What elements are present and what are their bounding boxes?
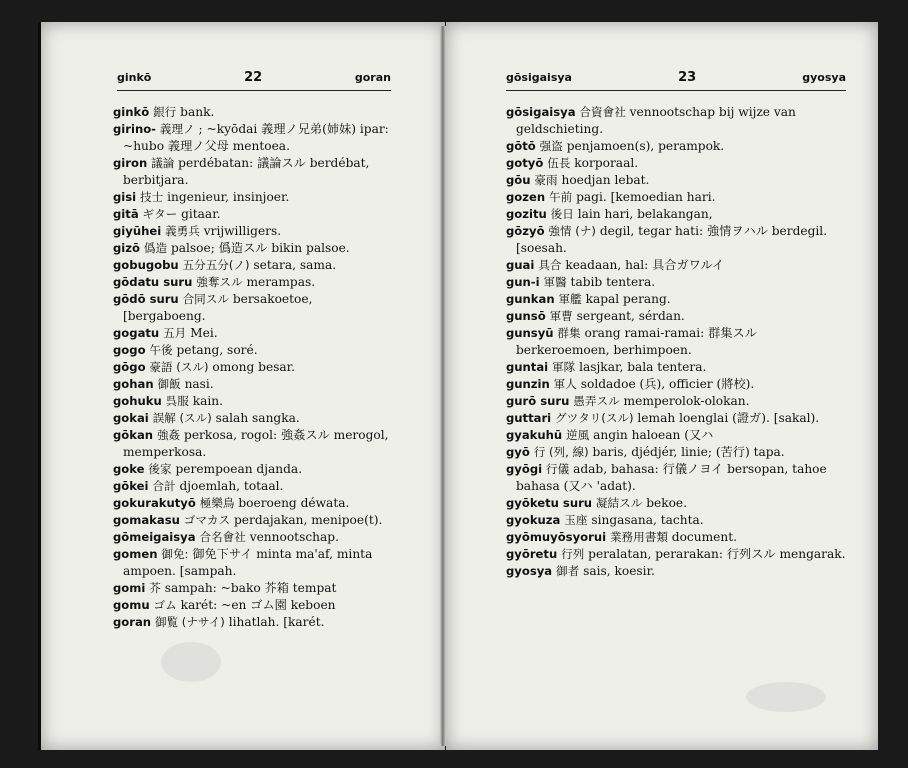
entry-headword: gogo <box>113 343 146 357</box>
entry-headword: gunsō <box>506 309 546 323</box>
entry-japanese-term: 五月 <box>163 326 187 340</box>
entry-headword: guttari <box>506 411 552 425</box>
entry-japanese-term: 豪雨 <box>534 173 558 187</box>
entry-headword: goran <box>113 615 152 629</box>
entry-japanese-term: 合同スル <box>182 292 229 306</box>
entry-definition: singasana, tachta. <box>591 513 704 527</box>
entry-definition: perkosa, rogol: 強姦スル merogol, memperkosa. <box>123 428 389 459</box>
entry-headword: gōu <box>506 173 531 187</box>
entry-headword: gobugobu <box>113 258 179 272</box>
entry-definition: adab, bahasa: 行儀ノヨイ bersopan, tahoe bahasa (又ハ 'adat). <box>516 462 827 493</box>
entry-definition: lasjkar, bala tentera. <box>579 360 707 374</box>
dictionary-entry <box>113 393 389 410</box>
dictionary-entry <box>113 206 389 223</box>
entry-definition: Mei. <box>190 326 218 340</box>
entry-definition: ; ~kyōdai 義理ノ兄弟(姉妹) ipar: ~hubo 義理ノ父母 mentoea. <box>123 122 389 153</box>
entry-definition: orang ramai-ramai: 群集スル berkeroemoen, berhimpoen. <box>516 326 757 357</box>
left-entry-list <box>113 104 389 631</box>
dictionary-entry <box>113 461 389 478</box>
entry-japanese-term: 僞造 <box>143 241 168 255</box>
left-header-guide-word-last: goran <box>354 71 391 84</box>
entry-definition: bank. <box>180 105 215 119</box>
entry-japanese-term: 軍曹 <box>549 309 573 323</box>
entry-headword: gyō <box>506 445 530 459</box>
dictionary-entry <box>506 376 848 393</box>
dictionary-entry <box>113 359 389 376</box>
entry-headword: gyakuhū <box>506 428 563 442</box>
entry-headword: gitā <box>113 207 139 221</box>
left-header-rule <box>117 90 391 91</box>
entry-japanese-term: 逆風 <box>566 428 590 442</box>
dictionary-entry <box>506 546 848 563</box>
entry-headword: gurō suru <box>506 394 570 408</box>
entry-japanese-term: グツタリ(スル) <box>555 411 634 425</box>
entry-japanese-term: 御飯 <box>157 377 181 391</box>
entry-japanese-term: 豪語 (スル) <box>149 360 209 374</box>
right-entry-list <box>506 104 848 580</box>
entry-definition: memperolok-olokan. <box>623 394 750 408</box>
entry-definition: vrijwilligers. <box>203 224 282 238</box>
dictionary-entry <box>506 257 848 274</box>
entry-headword: gyōmuyōsyorui <box>506 530 607 544</box>
entry-headword: gohan <box>113 377 154 391</box>
entry-definition: lihatlah. [karét. <box>228 615 325 629</box>
entry-japanese-term: 軍醫 <box>543 275 567 289</box>
entry-definition: kain. <box>192 394 223 408</box>
entry-japanese-term: 御覧 (ナサイ) <box>154 615 225 629</box>
entry-headword: gunsyū <box>506 326 554 340</box>
dictionary-entry <box>506 427 848 444</box>
entry-headword: gōgo <box>113 360 146 374</box>
dictionary-entry <box>113 376 389 393</box>
entry-definition: gitaar. <box>181 207 221 221</box>
entry-definition: lemah loenglai (證ガ). [sakal). <box>637 411 820 425</box>
entry-definition: lain hari, belakangan, <box>577 207 713 221</box>
entry-headword: gozen <box>506 190 546 204</box>
left-page <box>38 22 445 750</box>
entry-japanese-term: 午前 <box>549 190 573 204</box>
entry-headword: gogatu <box>113 326 160 340</box>
entry-japanese-term: 御免: <box>161 547 189 561</box>
entry-japanese-term: 愚弄スル <box>573 394 620 408</box>
entry-definition: tabib tentera. <box>570 275 656 289</box>
entry-japanese-term: 銀行 <box>153 105 177 119</box>
dictionary-entry <box>506 172 848 189</box>
entry-definition: sampah: ~bako 芥箱 tempat <box>164 581 337 595</box>
entry-japanese-term: 極樂鳥 <box>199 496 235 510</box>
entry-definition: bekoe. <box>646 496 688 510</box>
dictionary-entry <box>113 325 389 342</box>
entry-japanese-term: 後家 <box>148 462 172 476</box>
entry-japanese-term: 強姦 <box>156 428 181 442</box>
entry-definition: merampas. <box>246 275 316 289</box>
left-page-number: 22 <box>244 70 263 85</box>
entry-headword: gunkan <box>506 292 555 306</box>
entry-japanese-term: ゴム <box>153 598 177 612</box>
dictionary-entry <box>113 597 389 614</box>
entry-headword: guai <box>506 258 535 272</box>
dictionary-entry <box>506 393 848 410</box>
entry-japanese-term: 合名會社 <box>199 530 246 544</box>
entry-japanese-term: ギター <box>142 207 178 221</box>
entry-definition: setara, sama. <box>253 258 337 272</box>
entry-japanese-term: 合計 <box>152 479 176 493</box>
entry-japanese-term: 技士 <box>140 190 164 204</box>
entry-headword: gyokuza <box>506 513 561 527</box>
entry-definition: pagi. [kemoedian hari. <box>576 190 716 204</box>
entry-headword: goke <box>113 462 145 476</box>
entry-japanese-term: 義勇兵 <box>165 224 200 238</box>
entry-definition: keadaan, hal: 具合ガワルイ <box>565 258 725 272</box>
entry-japanese-term: 凝結スル <box>595 496 643 510</box>
dictionary-entry <box>506 410 848 427</box>
dictionary-entry <box>113 291 389 325</box>
entry-headword: gunzin <box>506 377 550 391</box>
entry-headword: gohuku <box>113 394 162 408</box>
entry-japanese-term: 合資會社 <box>579 105 626 119</box>
entry-headword: gomen <box>113 547 158 561</box>
dictionary-entry <box>506 291 848 308</box>
right-page <box>446 22 878 750</box>
entry-headword: gomakasu <box>113 513 180 527</box>
entry-headword: gokurakutyō <box>113 496 196 510</box>
entry-headword: gomu <box>113 598 150 612</box>
dictionary-entry <box>506 189 848 206</box>
entry-headword: gizō <box>113 241 140 255</box>
dictionary-entry <box>113 155 389 189</box>
entry-japanese-term: 軍艦 <box>558 292 582 306</box>
dictionary-entry <box>113 580 389 597</box>
entry-japanese-term: 呉服 <box>165 394 189 408</box>
entry-japanese-term: 軍隊 <box>552 360 576 374</box>
entry-headword: gōdō suru <box>113 292 179 306</box>
entry-headword: gōkei <box>113 479 149 493</box>
right-header-guide-word-first: gōsigaisya <box>506 71 572 84</box>
entry-headword: gomi <box>113 581 146 595</box>
entry-definition: omong besar. <box>212 360 296 374</box>
entry-japanese-term: 五分五分(ノ) <box>182 258 250 272</box>
entry-headword: gōsigaisya <box>506 105 576 119</box>
dictionary-entry <box>506 444 848 461</box>
entry-definition: petang, soré. <box>176 343 258 357</box>
entry-definition: karét: ~en ゴム園 keboen <box>180 598 336 612</box>
dictionary-entry <box>506 495 848 512</box>
dictionary-entry <box>113 495 389 512</box>
dictionary-entry <box>506 138 848 155</box>
entry-definition: bersakoetoe, [bergaboeng. <box>123 292 313 323</box>
dictionary-entry <box>113 274 389 291</box>
entry-headword: gōtō <box>506 139 536 153</box>
entry-japanese-term: 群集 <box>557 326 581 340</box>
entry-definition: degil, tegar hati: 強情ヲハル berdegil. [soesah. <box>516 224 828 255</box>
entry-definition: sais, koesir. <box>583 564 655 578</box>
entry-japanese-term: 具合 <box>538 258 562 272</box>
right-header-rule <box>506 90 846 91</box>
dictionary-entry <box>113 121 389 155</box>
entry-definition: salah sangka. <box>215 411 300 425</box>
paper-stain <box>161 642 221 682</box>
entry-japanese-term: 行列 <box>561 547 585 561</box>
entry-headword: gōzyō <box>506 224 545 238</box>
dictionary-entry <box>506 325 848 359</box>
left-page-header <box>117 70 391 90</box>
paper-stain <box>746 682 826 712</box>
entry-definition: soldadoe (兵), officier (將校). <box>580 377 755 391</box>
entry-japanese-term: 義理ノ <box>159 122 195 136</box>
entry-headword: gisi <box>113 190 137 204</box>
dictionary-entry <box>506 359 848 376</box>
entry-definition: penjamoen(s), perampok. <box>566 139 725 153</box>
entry-headword: gozitu <box>506 207 547 221</box>
entry-definition: baris, djédjér, linie; (苦行) tapa. <box>592 445 785 459</box>
entry-japanese-term: 後日 <box>550 207 574 221</box>
entry-definition: korporaal. <box>574 156 639 170</box>
dictionary-entry <box>113 104 389 121</box>
dictionary-entry <box>113 478 389 495</box>
dictionary-entry <box>506 274 848 291</box>
entry-headword: gōdatu suru <box>113 275 193 289</box>
entry-definition: vennootschap bij wijze van geldschieting. <box>516 105 796 136</box>
entry-definition: palsoe; 僞造スル bikin palsoe. <box>170 241 350 255</box>
right-header-guide-word-last: gyosya <box>802 71 846 84</box>
entry-japanese-term: 午後 <box>149 343 173 357</box>
left-header-guide-word-first: ginkō <box>117 71 152 84</box>
dictionary-entry <box>113 410 389 427</box>
entry-definition: peralatan, perarakan: 行列スル mengarak. <box>588 547 846 561</box>
entry-definition: perempoean djanda. <box>175 462 303 476</box>
entry-definition: djoemlah, totaal. <box>179 479 284 493</box>
entry-definition: kapal perang. <box>585 292 671 306</box>
dictionary-entry <box>113 240 389 257</box>
entry-headword: gyōketu suru <box>506 496 593 510</box>
entry-japanese-term: ゴマカス <box>183 513 231 527</box>
dictionary-entry <box>506 512 848 529</box>
dictionary-entry <box>506 104 848 138</box>
entry-definition: document. <box>671 530 738 544</box>
entry-definition: hoedjan lebat. <box>561 173 650 187</box>
entry-definition: ingenieur, insinjoer. <box>167 190 290 204</box>
entry-japanese-term: 御者 <box>555 564 580 578</box>
entry-headword: giyūhei <box>113 224 162 238</box>
dictionary-entry <box>113 427 389 461</box>
dictionary-entry <box>113 342 389 359</box>
entry-japanese-term: 業務用書類 <box>609 530 668 544</box>
entry-japanese-term: 軍人 <box>553 377 577 391</box>
dictionary-entry <box>113 189 389 206</box>
entry-definition: perdajakan, menipoe(t). <box>234 513 383 527</box>
entry-definition: angin haloean (又ハ <box>593 428 714 442</box>
entry-headword: ginkō <box>113 105 150 119</box>
entry-definition: sergeant, sérdan. <box>576 309 685 323</box>
entry-japanese-term: 議論 <box>151 156 175 170</box>
entry-japanese-term: 芥 <box>149 581 161 595</box>
entry-definition: nasi. <box>184 377 214 391</box>
dictionary-entry <box>506 155 848 172</box>
entry-japanese-term: 強奪スル <box>196 275 243 289</box>
dictionary-entry <box>113 512 389 529</box>
right-page-number: 23 <box>678 70 697 85</box>
dictionary-entry <box>113 614 389 631</box>
entry-headword: gotyō <box>506 156 544 170</box>
dictionary-entry <box>113 529 389 546</box>
entry-japanese-term: 誤解 (スル) <box>152 411 212 425</box>
entry-japanese-term: 行 (列, 線) <box>533 445 589 459</box>
entry-japanese-term: 強情 (ナ) <box>548 224 596 238</box>
dictionary-entry <box>506 223 848 257</box>
entry-japanese-term: 玉座 <box>564 513 588 527</box>
dictionary-entry <box>113 546 389 580</box>
entry-headword: girino- <box>113 122 156 136</box>
entry-headword: gyōretu <box>506 547 558 561</box>
dictionary-entry <box>506 206 848 223</box>
entry-japanese-term: 行儀 <box>545 462 570 476</box>
entry-headword: gōkan <box>113 428 154 442</box>
right-page-header <box>506 70 846 90</box>
entry-headword: gokai <box>113 411 149 425</box>
entry-definition: vennootschap. <box>249 530 339 544</box>
dictionary-entry <box>113 223 389 240</box>
dictionary-entry <box>113 257 389 274</box>
entry-japanese-term: 强盗 <box>539 139 563 153</box>
entry-definition: boeroeng déwata. <box>238 496 350 510</box>
entry-headword: guntai <box>506 360 549 374</box>
entry-definition: 御免下サイ minta ma'af, minta ampoen. [sampah. <box>123 547 373 578</box>
dictionary-entry <box>506 563 848 580</box>
entry-japanese-term: 伍長 <box>547 156 571 170</box>
dictionary-entry <box>506 529 848 546</box>
entry-headword: gun-i <box>506 275 540 289</box>
dictionary-entry <box>506 461 848 495</box>
entry-definition: perdébatan: 議論スル berdébat, berbitjara. <box>123 156 370 187</box>
entry-headword: gyōgi <box>506 462 543 476</box>
entry-headword: giron <box>113 156 148 170</box>
dictionary-entry <box>506 308 848 325</box>
entry-headword: gyosya <box>506 564 553 578</box>
entry-headword: gōmeigaisya <box>113 530 196 544</box>
